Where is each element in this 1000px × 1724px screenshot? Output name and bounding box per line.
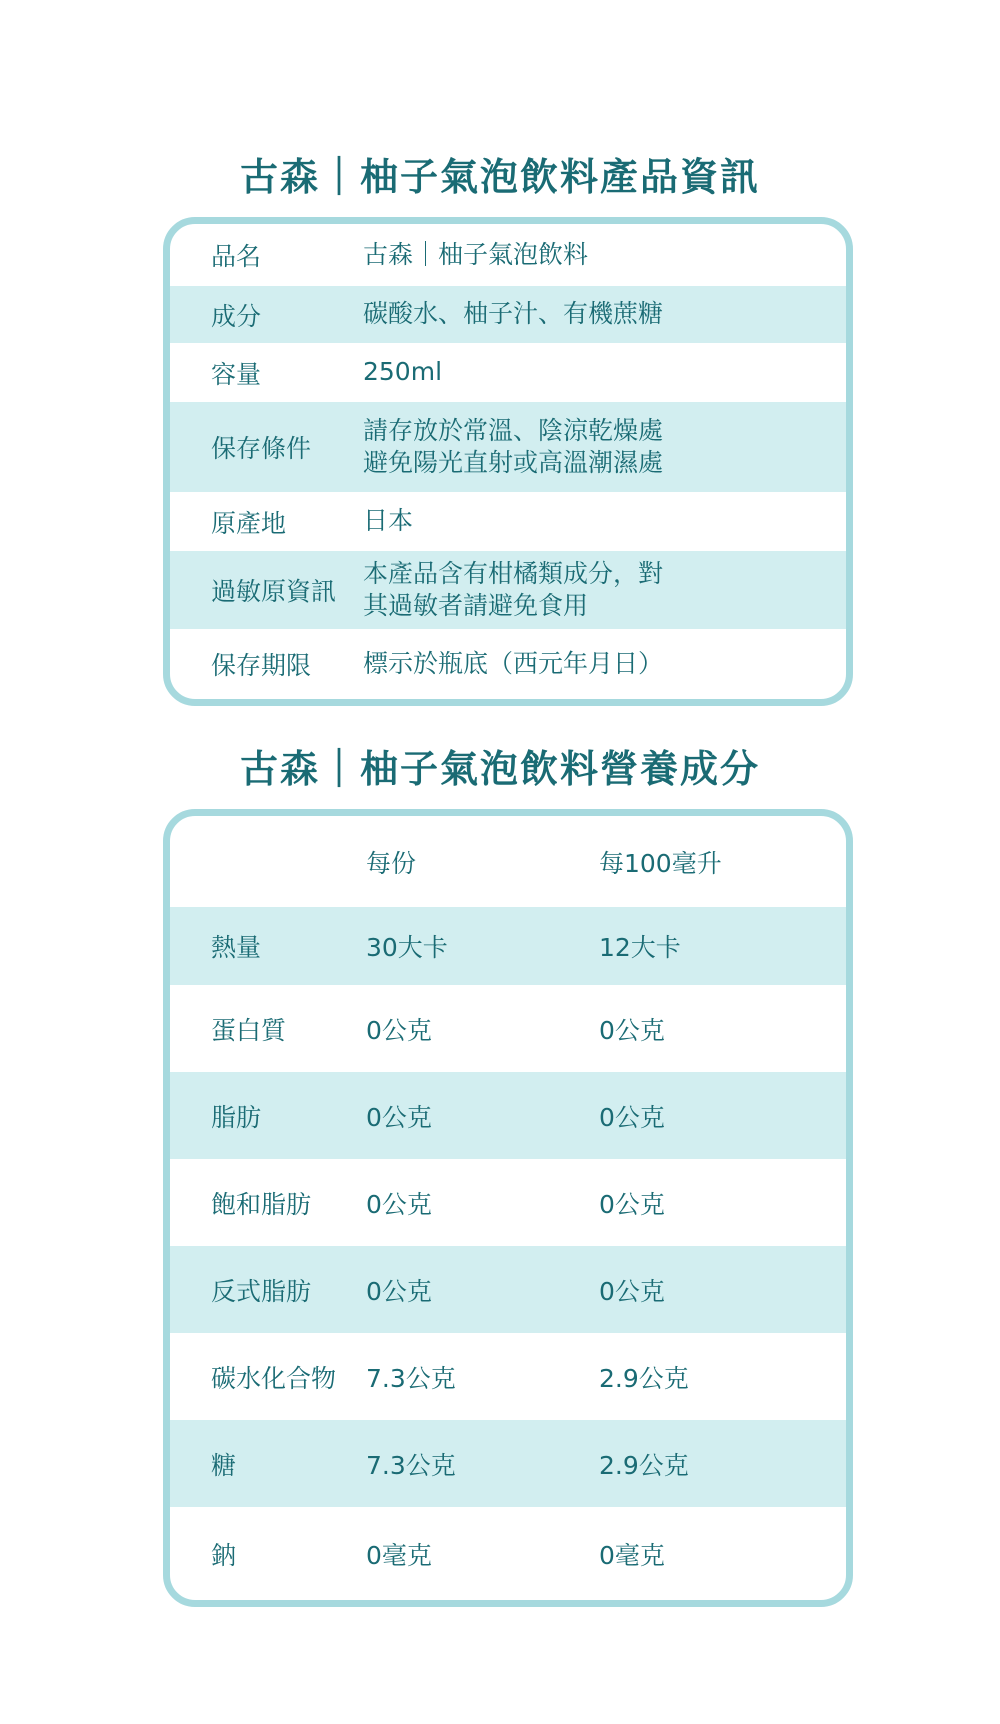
per-100ml-value: 12大卡 bbox=[599, 933, 681, 962]
info-row-value-line: 碳酸水、柚子汁、有機蔗糖 bbox=[363, 299, 664, 329]
info-row-value-line: 日本 bbox=[363, 506, 414, 536]
nutrient-label: 蛋白質 bbox=[211, 1015, 287, 1045]
per-serving-value: 30大卡 bbox=[366, 933, 448, 962]
info-row-label: 原產地 bbox=[211, 508, 287, 538]
nutrition-row bbox=[170, 985, 846, 1072]
info-row-label: 品名 bbox=[211, 242, 262, 271]
info-row-value-line: 標示於瓶底（西元年月日） bbox=[363, 648, 664, 678]
nutrition-row bbox=[170, 1159, 846, 1246]
product-info-title: 古森｜柚子氣泡飲料產品資訊 bbox=[239, 155, 760, 199]
info-row bbox=[170, 551, 846, 629]
info-row bbox=[170, 629, 846, 699]
info-row bbox=[170, 402, 846, 492]
nutrition-row bbox=[170, 1072, 846, 1159]
nutrition-title: 古森｜柚子氣泡飲料營養成分 bbox=[239, 747, 760, 791]
nutrient-label: 熱量 bbox=[211, 933, 262, 962]
info-row-value bbox=[363, 298, 846, 331]
nutrition-header-row bbox=[170, 816, 846, 907]
info-row-value bbox=[363, 356, 846, 389]
info-row-label: 保存條件 bbox=[211, 434, 312, 463]
nutrient-label: 飽和脂肪 bbox=[211, 1189, 312, 1219]
nutrient-label: 糖 bbox=[211, 1450, 237, 1480]
info-row bbox=[170, 224, 846, 286]
nutrition-row bbox=[170, 1246, 846, 1333]
info-row-value-line: 其過敏者請避免食用 bbox=[363, 591, 589, 620]
info-row-value bbox=[363, 505, 846, 538]
nutrient-label: 反式脂肪 bbox=[211, 1276, 312, 1306]
per-100ml-value: 0公克 bbox=[599, 1276, 665, 1306]
nutrition-row bbox=[170, 1333, 846, 1420]
nutrition-row bbox=[170, 1507, 846, 1600]
product-info-table bbox=[163, 217, 853, 706]
per-serving-value: 0公克 bbox=[366, 1276, 432, 1306]
info-row-value bbox=[363, 558, 846, 623]
per-serving-value: 每份 bbox=[366, 848, 417, 878]
info-row bbox=[170, 492, 846, 551]
per-100ml-value: 每100毫升 bbox=[599, 848, 722, 878]
nutrition-row bbox=[170, 907, 846, 985]
info-row bbox=[170, 286, 846, 343]
per-serving-value: 7.3公克 bbox=[366, 1450, 456, 1480]
per-100ml-value: 2.9公克 bbox=[599, 1363, 689, 1393]
info-row-value bbox=[363, 648, 846, 681]
info-row bbox=[170, 343, 846, 402]
info-row-label: 成分 bbox=[211, 301, 262, 331]
info-row-value-line: 250ml bbox=[363, 357, 443, 387]
info-row-label: 保存期限 bbox=[211, 651, 312, 680]
nutrient-label: 碳水化合物 bbox=[211, 1363, 337, 1393]
info-row-value-line: 請存放於常溫、陰涼乾燥處 bbox=[363, 415, 664, 445]
per-100ml-value: 0公克 bbox=[599, 1189, 665, 1219]
nutrition-table bbox=[163, 809, 853, 1607]
info-row-value-line: 避免陽光直射或高溫潮濕處 bbox=[363, 448, 664, 477]
per-100ml-value: 2.9公克 bbox=[599, 1450, 689, 1480]
per-serving-value: 0公克 bbox=[366, 1102, 432, 1132]
info-row-label: 過敏原資訊 bbox=[211, 577, 337, 606]
nutrition-row bbox=[170, 1420, 846, 1507]
nutrient-label: 鈉 bbox=[211, 1540, 237, 1570]
per-serving-value: 0公克 bbox=[366, 1015, 432, 1045]
info-row-value bbox=[363, 415, 846, 480]
nutrient-label: 脂肪 bbox=[211, 1102, 262, 1132]
info-row-value bbox=[363, 239, 846, 272]
info-row-label: 容量 bbox=[211, 359, 262, 389]
per-serving-value: 0公克 bbox=[366, 1189, 432, 1219]
per-100ml-value: 0公克 bbox=[599, 1015, 665, 1045]
info-row-value-line: 本產品含有柑橘類成分，對 bbox=[363, 558, 664, 588]
info-row-value-line: 古森｜柚子氣泡飲料 bbox=[363, 239, 589, 269]
per-100ml-value: 0公克 bbox=[599, 1102, 665, 1132]
per-serving-value: 0毫克 bbox=[366, 1540, 432, 1570]
per-100ml-value: 0毫克 bbox=[599, 1540, 665, 1570]
per-serving-value: 7.3公克 bbox=[366, 1363, 456, 1393]
